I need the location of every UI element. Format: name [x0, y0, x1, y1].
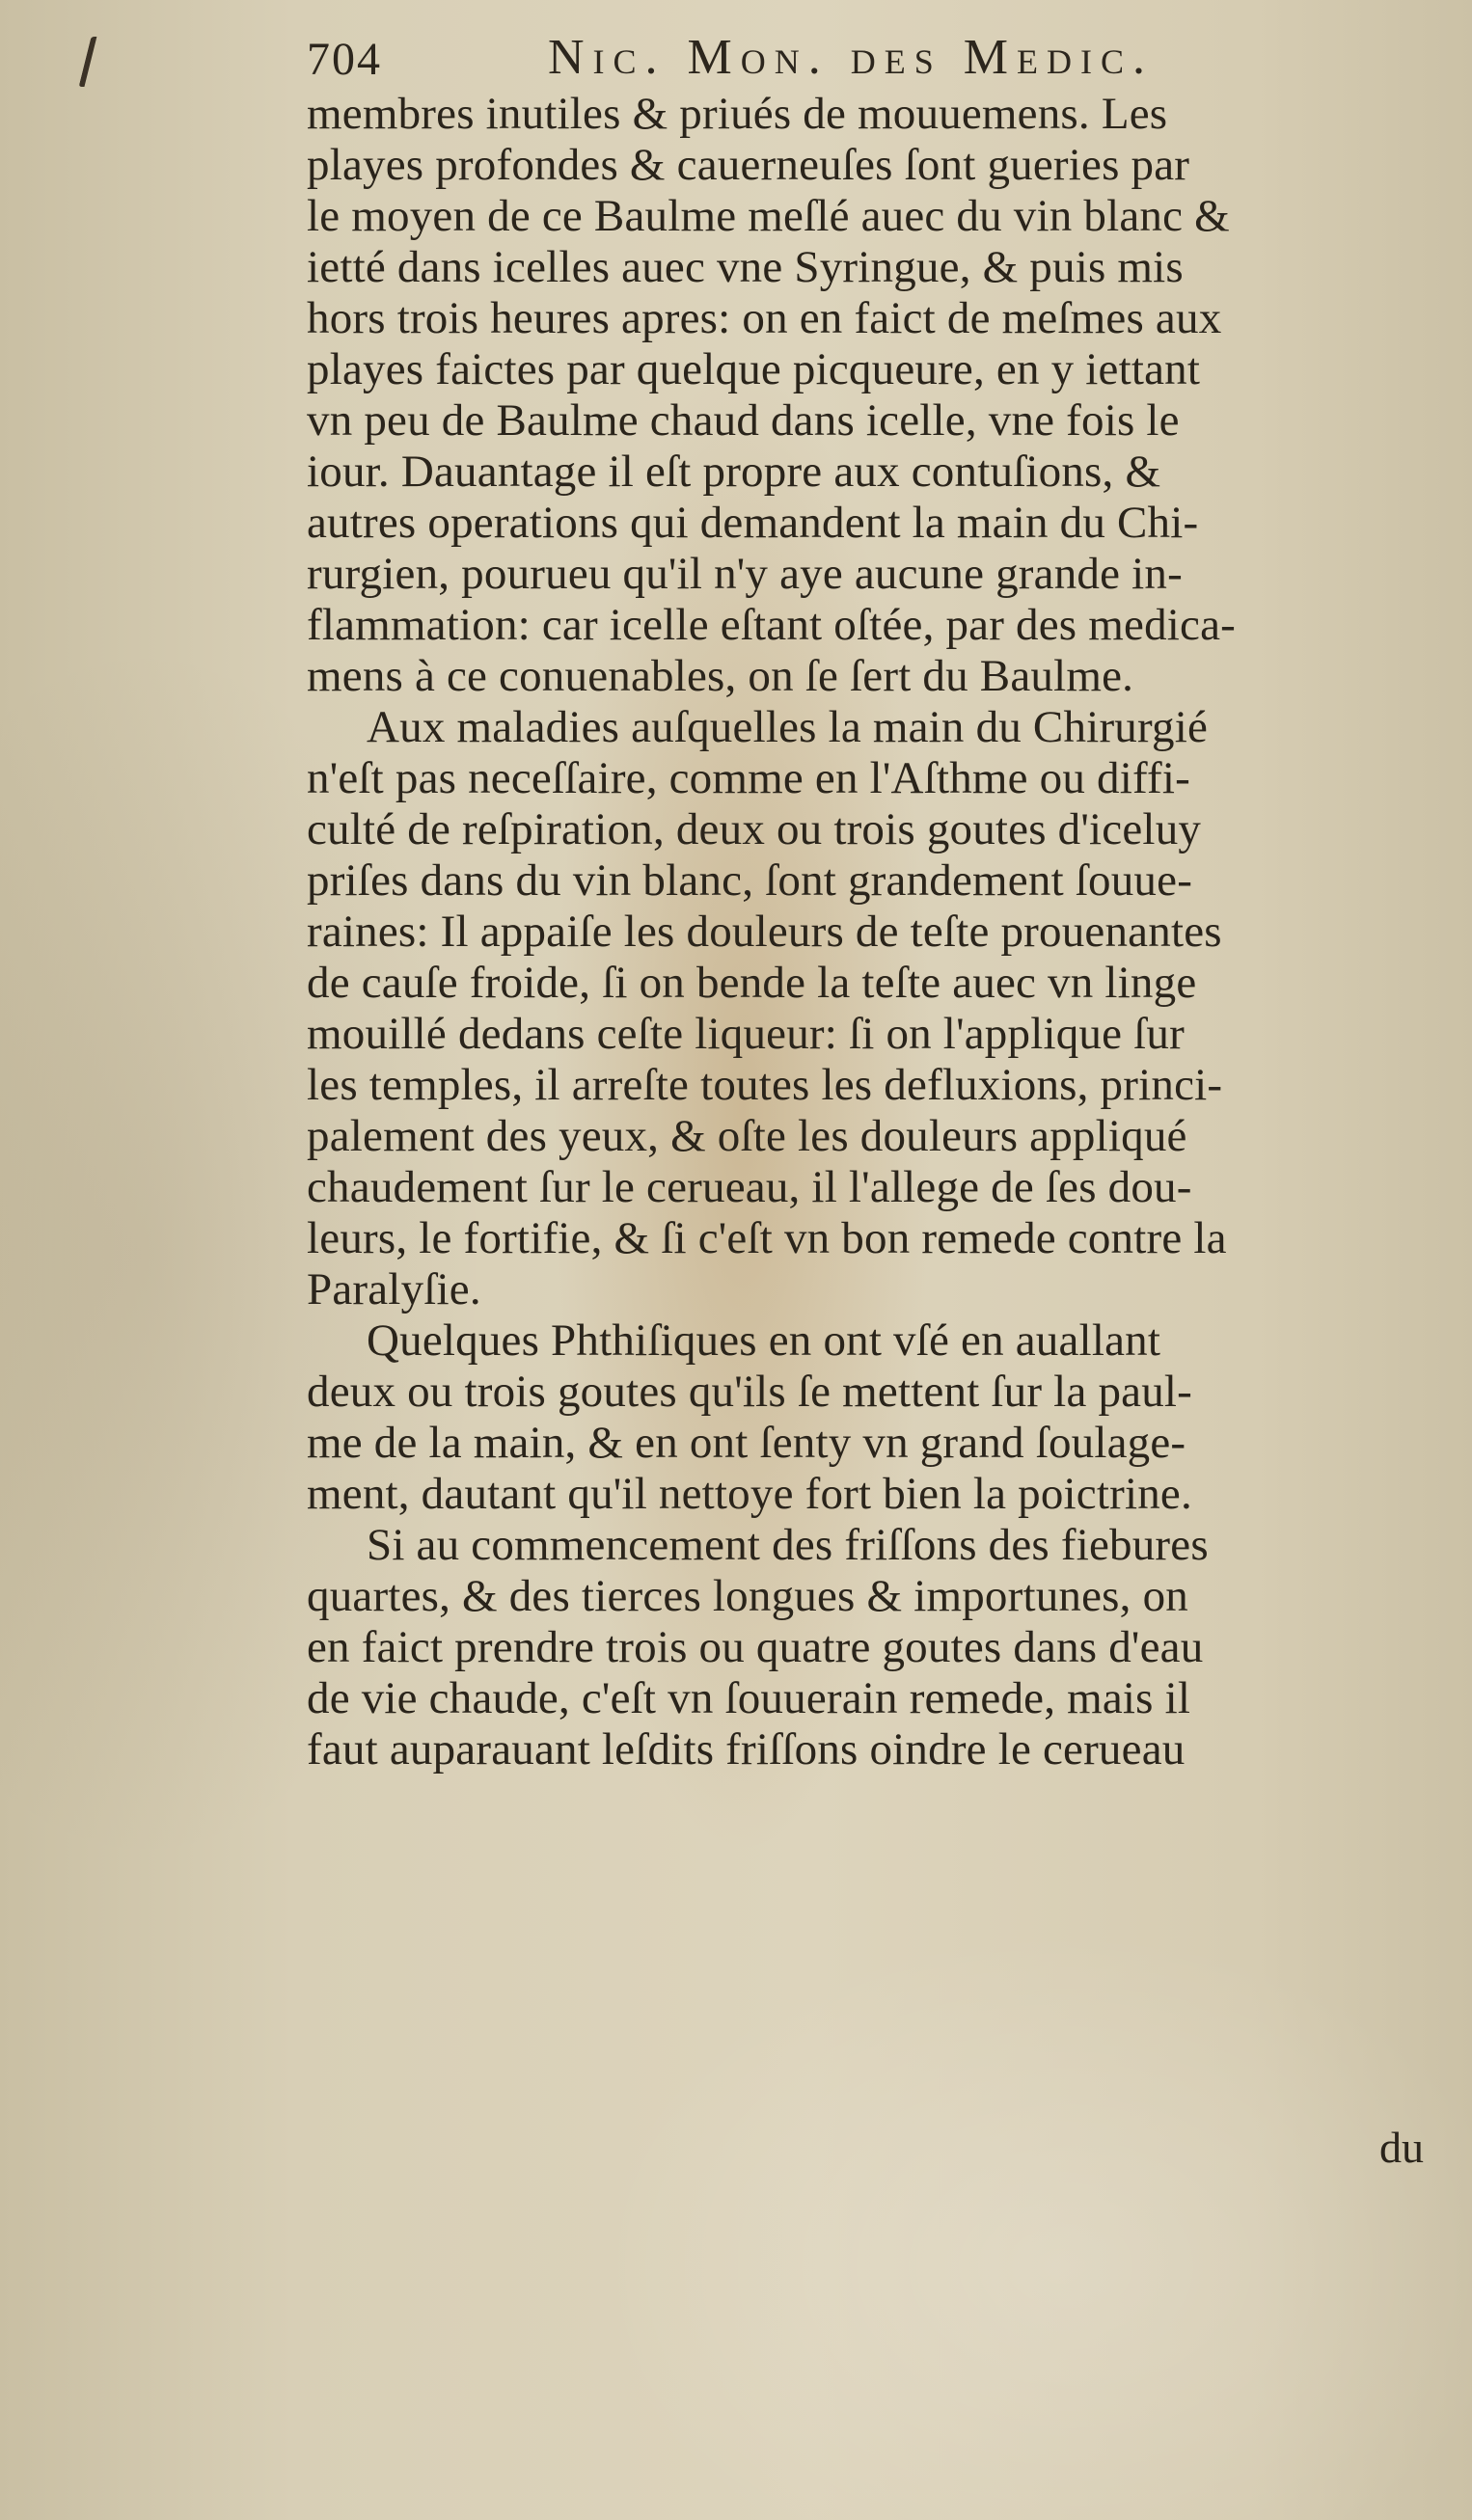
text-line: rurgien, pourueu qu'il n'y aye aucune grande in- — [307, 549, 1183, 599]
text-line: de cauſe froide, ſi on bende la teſte auec vn linge — [307, 958, 1197, 1008]
text-line: les temples, il arreſte toutes les defluxions, princi- — [307, 1060, 1223, 1110]
text-line: quartes, & des tierces longues & importunes, on — [307, 1571, 1188, 1621]
text-line: le moyen de ce Baulme meſlé auec du vin blanc & — [307, 191, 1230, 241]
text-line: leurs, le fortifie, & ſi c'eſt vn bon remede contre la — [307, 1213, 1227, 1263]
text-line: mens à ce conuenables, on ſe ſert du Baulme. — [307, 651, 1134, 701]
text-line: ietté dans icelles auec vne Syringue, & puis mis — [307, 242, 1184, 292]
text-line: hors trois heures apres: on en faict de meſmes aux — [307, 293, 1222, 343]
text-line: palement des yeux, & oſte les douleurs appliqué — [307, 1111, 1187, 1161]
text-line: playes faictes par quelque picqueure, en y iettant — [307, 344, 1201, 394]
text-line: playes profondes & cauerneuſes ſont gueries par — [307, 140, 1190, 190]
text-line: priſes dans du vin blanc, ſont grandement ſouue- — [307, 855, 1193, 906]
text-line: me de la main, & en ont ſenty vn grand ſoulage- — [307, 1418, 1186, 1468]
catchword: du — [1379, 2123, 1424, 2172]
text-line: en faict prendre trois ou quatre goutes dans d'eau — [307, 1622, 1204, 1672]
text-line: faut auparauant leſdits friſſons oindre le cerueau — [307, 1724, 1186, 1775]
text-line: iour. Dauantage il eſt propre aux contuſions, & — [307, 447, 1161, 497]
margin-ink-mark — [79, 37, 107, 87]
text-line: Paralyſie. — [307, 1264, 481, 1314]
page-number: 704 — [307, 34, 382, 85]
text-line: culté de reſpiration, deux ou trois goutes d'iceluy — [307, 804, 1202, 854]
text-line: deux ou trois goutes qu'ils ſe mettent ſur la paul- — [307, 1367, 1193, 1417]
paragraph-start-line: Si au commencement des friſſons des fiebures — [367, 1520, 1209, 1570]
text-line: ment, dautant qu'il nettoye fort bien la poictrine. — [307, 1469, 1192, 1519]
text-line: raines: Il appaiſe les douleurs de teſte prouenantes — [307, 907, 1222, 957]
text-line: de vie chaude, c'eſt vn ſouuerain remede, mais il — [307, 1673, 1191, 1723]
paragraph-start-line: Quelques Phthiſiques en ont vſé en auallant — [367, 1315, 1161, 1366]
text-line: vn peu de Baulme chaud dans icelle, vne fois le — [307, 395, 1180, 446]
running-head: Nic. Mon. des Medic. — [548, 30, 1155, 85]
body-text — [307, 89, 1435, 1775]
text-line: chaudement ſur le cerueau, il l'allege de ſes dou- — [307, 1162, 1192, 1212]
paragraph-start-line: Aux maladies auſquelles la main du Chirurgié — [367, 702, 1209, 752]
text-line: mouillé dedans ceſte liqueur: ſi on l'applique ſur — [307, 1009, 1185, 1059]
text-line: n'eſt pas neceſſaire, comme en l'Aſthme ou diffi- — [307, 753, 1190, 803]
text-line: flammation: car icelle eſtant oſtée, par des medica- — [307, 600, 1236, 650]
text-line: membres inutiles & priués de mouuemens. Les — [307, 89, 1168, 139]
text-line: autres operations qui demandent la main du Chi- — [307, 498, 1199, 548]
